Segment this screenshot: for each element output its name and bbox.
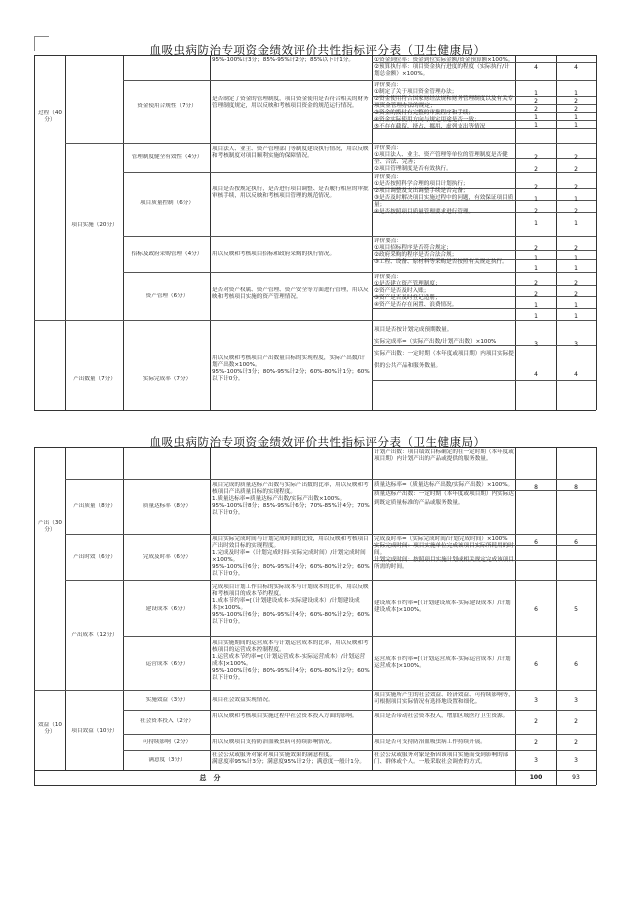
- table-1-row-3-lvl3: 项目质量控制（6分）: [140, 200, 194, 206]
- table-1-row-2-lvl3: 管理制度健全有效性（4分）: [131, 154, 203, 160]
- table-1-lvl2-output-qty: 产出数量（7分）: [73, 376, 116, 382]
- total-max: 100: [529, 774, 543, 781]
- table-1-lvl2-project-impl: 项目实施（20分）: [71, 222, 118, 228]
- table-2-row-3-max: 6: [534, 606, 538, 613]
- table-2-row-2-desc: 项目实际完成时间与计划完成时间的比较，用以反映和考核项目产出时效目标的实现程度。 1.完成及时率=（计划完成时间-实际完成时间）/计划完成时间×100%。 95%-100%计6分；80%-95%计4分；60%-80%计2分；60%以下计0分。: [212, 536, 370, 577]
- table-2-row-3-detail: 建设成本节约率=[（计划建设成本-实际建设成本）/计划建设成本]×100%。: [374, 600, 511, 613]
- table-2-row-3-desc: 完成项目计划工作目标的实际成本与计划成本的比率，用以反映和考核项目的成本节约程度。 1.成本节约率=[（计划建设成本-实际建设成本）/计划建设成本]×100%。 95%-100%计6分；80%-95%计4分；60%-80%计2分；60%以下计0分。: [212, 584, 370, 625]
- table-1-row-1-score: 1 2 2 1 1: [574, 90, 578, 129]
- table-2-row-6-max: 2: [534, 718, 538, 725]
- table-2-row-5-score: 3: [574, 697, 578, 704]
- table-1-row-0-desc: 95%-100%计3分；85%-95%计2分；85%以下计1分。: [212, 57, 354, 63]
- table-2-row-2-detail: 完成及时率=（实际完成时间/计划完成时间）×100% 实际完成时间：项目实施单位完成该项目实际所耗用的时间。 计划完成时间：按照项目实施计划或相关规定完成该项目所需的时间。: [374, 536, 514, 570]
- table-1-row-2-max: 2 2: [534, 154, 538, 173]
- table-2-row-1-detail: 质量达标率=（质量达标产出数/实际产出数）×100%。 质量达标产出数：一定时期（本年度或项目期）内实际达到既定质量标准的产品或服务数量。: [374, 482, 514, 506]
- table-2-row-8-lvl3: 满意度（3分）: [148, 757, 186, 763]
- table-2-row-5-detail: 项目实施所产生的社会效益、经济效益、可持续影响等，可根据项目实际情况有选择地设置和细化。: [374, 692, 514, 705]
- table-2-row-6-detail: 项目是否带动社会资本投入，增加区域医疗卫生资源。: [374, 713, 509, 719]
- table-1-title: 血吸虫病防治专项资金绩效评价共性指标评分表（卫生健康局）: [149, 43, 486, 57]
- table-1-lvl1-process: 过程（40分）: [38, 110, 62, 123]
- table-1-row-3-desc: 项目是否按规定执行，是否进行项目调整、是否履行相应的审批审核手续，用以反映和考核项目管理的规范情况。: [212, 186, 369, 199]
- table-1-row-4-desc: 用以反映和考核项目招标和政府采购的执行情况。: [212, 251, 336, 257]
- table-2-row-4-max: 6: [534, 661, 538, 668]
- table-2-row-4-score: 6: [574, 661, 578, 668]
- table-2-row-1-lvl2: 产出质量（8分）: [73, 503, 116, 509]
- table-2-row-7-score: 2: [574, 739, 578, 746]
- table-1-row-5-lvl3: 资产管理（6分）: [145, 293, 189, 299]
- total-score: 93: [572, 774, 580, 781]
- table-1-row-2-detail: 评价要点： ①项目法人、业主、资产管理等单位的管理制度是否健全、合法、完善； ②项目管理制度是否有效执行。: [374, 145, 508, 172]
- table-1-row-1-lvl3: 资金使用合规性（7分）: [137, 103, 197, 109]
- table-2-row-2-lvl2: 产出时效（6分）: [73, 554, 116, 560]
- table-1-row-6-lvl3: 实际完成率（7分）: [142, 376, 192, 382]
- table-2-row-3-lvl2: 产出成本（12分）: [71, 632, 118, 638]
- table-1-row-5-detail: 评价要点： ①是否建立资产管理制度； ②资产是否及时入账； ③资产是否及时登记造册； ④资产是否存在闲置、浪费情况。: [374, 274, 458, 308]
- table-2-row-1-max: 8: [534, 484, 538, 491]
- table-2-title: 血吸虫病防治专项资金绩效评价共性指标评分表（卫生健康局）: [149, 435, 486, 449]
- table-2-row-5-desc: 项目社会效益实现情况。: [212, 697, 274, 703]
- table-2-row-8-detail: 社会公众或服务对象是指因该项目实施而受到影响的部门、群体或个人。一般采取社会调查的方式。: [374, 752, 509, 765]
- table-1-row-5-desc: 是否对资产权属、资产管理、资产安全等方面进行管理，用以反映和考核项目实施的资产管理情况。: [212, 287, 369, 300]
- table-2-row-5-lvl3: 实施效益（3分）: [145, 697, 189, 703]
- table-2-row-3-lvl3: 建设成本（6分）: [145, 606, 189, 612]
- table-1-row-1-desc: 是否制定了资金的管理制度，项目资金使用是否符合相关的财务管理制度规定，用以反映和考核项目资金的规范运行情况。: [212, 96, 369, 109]
- table-2-row-6-score: 2: [574, 718, 578, 725]
- table-1-row-6-max: 3 4: [534, 341, 538, 378]
- table-1-row-0-max: 4: [534, 64, 538, 71]
- table-1-row-4-detail: 评价要点： ①项目招标程序是否符合规定； ②政府采购的程序是否合法合规； ③工程、设备、原材料等采购是否按照有关规定执行。: [374, 238, 508, 265]
- table-2-row-4-desc: 项目实施期间的运营成本与计划运营成本的比率，用以反映和考核项目的运营成本控制程度。 1.运营成本节约率=[（计划运营成本-实际运营成本）/计划运营成本]×100%。 95%-100%计6分；80%-95%计4分；60%-80%计2分；60%以下计0分。: [212, 640, 370, 681]
- table-1-row-1-detail: 评价要点： ①制定了关于项目资金管理办法； ②资金使用符合国家财经法规和财务管理制度以及有关专项资金管理办法的规定； ③资金的拨付有完整的审批程序和手续； ④资金实际使用方向与规定用途是否一致； ⑤不存在截留、挤占、挪用、虚列支出等情况: [374, 82, 514, 130]
- table-2-row-5-lvl2: 项目效益（10分）: [71, 728, 118, 734]
- table-2-row-1-lvl3: 质量达标率（8分）: [142, 503, 192, 509]
- table-2-row-7-desc: 用以反映项目支持防治血吸虫病可持续影响情况。: [212, 739, 336, 745]
- table-1-row-0-score: 4: [574, 64, 578, 71]
- table-1-row-0-detail: ①资金到位率：资金到位实际金额/资金预算额×100%。 ②预算执行率：项目资金执行进度的程度（实际执行/计划总金额）×100%。: [374, 57, 514, 77]
- table-1-row-2-desc: 项目法人、业主、资产管理部门等制度建设执行情况，用以反映和考核制度对项目顺利实施的保障情况。: [212, 146, 369, 159]
- table-2-row-7-detail: 项目是否可支持防治血吸虫病工作持续开展。: [374, 739, 486, 745]
- table-2-row-7-max: 2: [534, 739, 538, 746]
- table-2-row-6-desc: 用以反映和考核项目实施过程中社会资本投入方面的影响。: [212, 713, 358, 719]
- table-1-row-2-score: 2 2: [574, 154, 578, 173]
- table-2-row-2-max: 6: [534, 539, 538, 546]
- table-2-row-2-lvl3: 完成及时率（6分）: [142, 554, 192, 560]
- table-2-row-8-desc: 社会公众或服务对象对项目实施效果的满意程度。 满意度率95%计3分；满意度95%计2分；满意度一般计1分。: [212, 752, 366, 765]
- table-1-row-6-score: 3 4: [574, 341, 578, 378]
- table-2-row-0-detail: 计划产出数：项目绩效目标确定的在一定时期（本年度或项目期）内计划产出的产品或提供的服务数量。: [374, 449, 514, 462]
- table-1-row-3-detail: 评价要点： ①是否按照科学合理的项目计划执行； ②项目调整及支出调整手续是否完备； ③是否及时解决项目实施过程中的问题，有效保证项目质量； ④是否按照项目质量管理要求进行管理。: [374, 174, 514, 215]
- table-1-row-4-lvl3: 招标及政府采购管理（4分）: [131, 251, 203, 257]
- table-2-lvl1-benefit: 效益（10分）: [38, 722, 62, 735]
- table-2-row-1-score: 8: [574, 484, 578, 491]
- table-2-row-4-lvl3: 运营成本（6分）: [145, 661, 189, 667]
- table-2-row-5-max: 3: [534, 697, 538, 704]
- table-2-row-2-score: 6: [574, 539, 578, 546]
- table-2-row-3-score: 5: [574, 606, 578, 613]
- table-2-row-1-desc: 项目完成的质量达标产出数与实际产出数的比率，用以反映和考核项目产出质量目标的实现程度。 1.质量达标率=质量达标产出数/实际产出数×100%。 95%-100%计8分；85%-95%计6分；70%-85%计4分；70%以下计0分。: [212, 482, 370, 516]
- table-2-row-4-detail: 运营成本节约率=[（计划运营成本-实际运营成本）/计划运营成本]×100%。: [374, 656, 511, 669]
- table-1-row-6-detail: 项目是否按计划完成预期数量。 实际完成率=（实际产出数/计划产出数）×100% 实际产出数：一定时期（本年度或项目期）内项目实际提供的公共产品和服务数量。: [374, 327, 514, 369]
- table-2-lvl1-output: 产出（30分）: [38, 520, 62, 533]
- table-1-row-4-score: 2 1 1: [574, 245, 578, 272]
- total-label: 总 分: [199, 774, 221, 782]
- table-2-row-8-score: 3: [574, 757, 578, 764]
- table-1-row-6-desc: 用以反映和考核项目产出数量目标的实现程度，实际产出数/计划产出数×100%。 95%-100%计3分；80%-95%计2分；60%-80%计1分；60%以下计0分。: [212, 355, 370, 382]
- table-1-row-4-max: 2 1 1: [534, 245, 538, 272]
- table-2-row-6-lvl3: 社会资本投入（2分）: [140, 718, 194, 724]
- table-2-row-7-lvl3: 可持续影响（2分）: [142, 739, 192, 745]
- table-1-row-5-max: 2 2 1 1: [534, 280, 538, 320]
- table-1-row-5-score: 2 2 1 1: [574, 280, 578, 320]
- table-1-row-1-max: 1 2 2 1 1: [534, 90, 538, 129]
- table-1-row-3-score: 2 1 2 1: [574, 184, 578, 227]
- table-2-row-8-max: 3: [534, 757, 538, 764]
- table-1-row-3-max: 2 1 2 1: [534, 184, 538, 227]
